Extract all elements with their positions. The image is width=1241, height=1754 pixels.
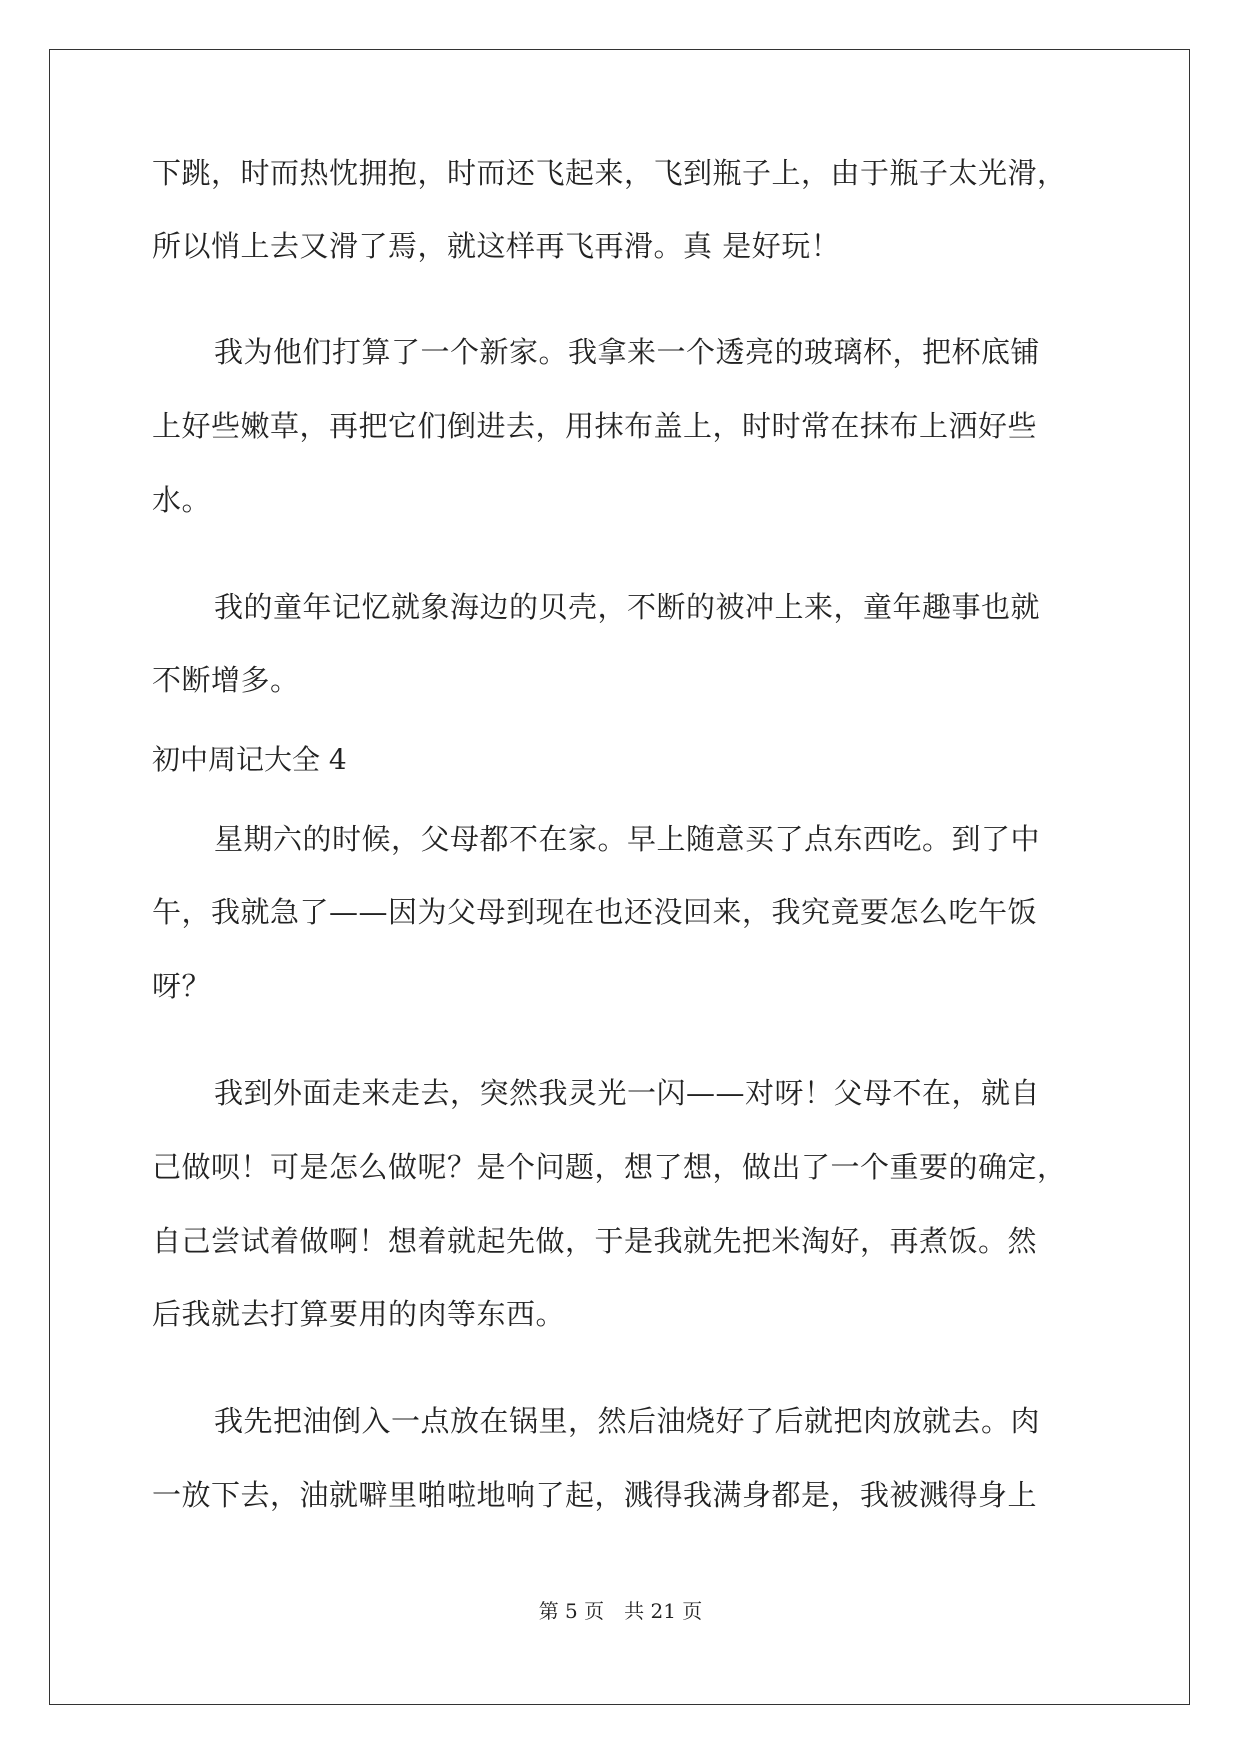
- text-line-10: 午，我就急了——因为父母到现在也还没回来，我究竟要怎么吃午饭: [152, 895, 1038, 929]
- text-line-15: 后我就去打算要用的肉等东西。: [152, 1297, 566, 1331]
- text-line-14: 自己尝试着做啊！想着就起先做，于是我就先把米淘好，再煮饭。然: [152, 1224, 1038, 1258]
- text-line-9: 星期六的时候，父母都不在家。早上随意买了点东西吃。到了中: [214, 822, 1041, 856]
- text-line-7: 不断增多。: [152, 663, 300, 697]
- text-line-4: 上好些嫩草，再把它们倒进去，用抹布盖上，时时常在抹布上洒好些: [152, 409, 1038, 443]
- text-line-6: 我的童年记忆就象海边的贝壳，不断的被冲上来，童年趣事也就: [214, 590, 1041, 624]
- text-line-2: 所以悄上去又滑了焉，就这样再飞再滑。真 是好玩！: [152, 229, 841, 263]
- page-border: [49, 49, 1190, 1705]
- text-line-3: 我为他们打算了一个新家。我拿来一个透亮的玻璃杯，把杯底铺: [214, 335, 1041, 369]
- text-line-11: 呀？: [152, 969, 212, 1003]
- section-heading: 初中周记大全 4: [152, 743, 347, 776]
- text-line-13: 己做呗！可是怎么做呢？是个问题，想了想，做出了一个重要的确定，: [152, 1150, 1067, 1184]
- text-line-1: 下跳，时而热忱拥抱，时而还飞起来，飞到瓶子上，由于瓶子太光滑，: [152, 156, 1067, 190]
- text-line-12: 我到外面走来走去，突然我灵光一闪——对呀！父母不在，就自: [214, 1076, 1041, 1110]
- text-line-16: 我先把油倒入一点放在锅里，然后油烧好了后就把肉放就去。肉: [214, 1404, 1041, 1438]
- page-footer: 第 5 页 共 21 页: [538, 1599, 703, 1623]
- text-line-17: 一放下去，油就噼里啪啦地响了起，溅得我满身都是，我被溅得身上: [152, 1478, 1038, 1512]
- text-line-5: 水。: [152, 483, 212, 517]
